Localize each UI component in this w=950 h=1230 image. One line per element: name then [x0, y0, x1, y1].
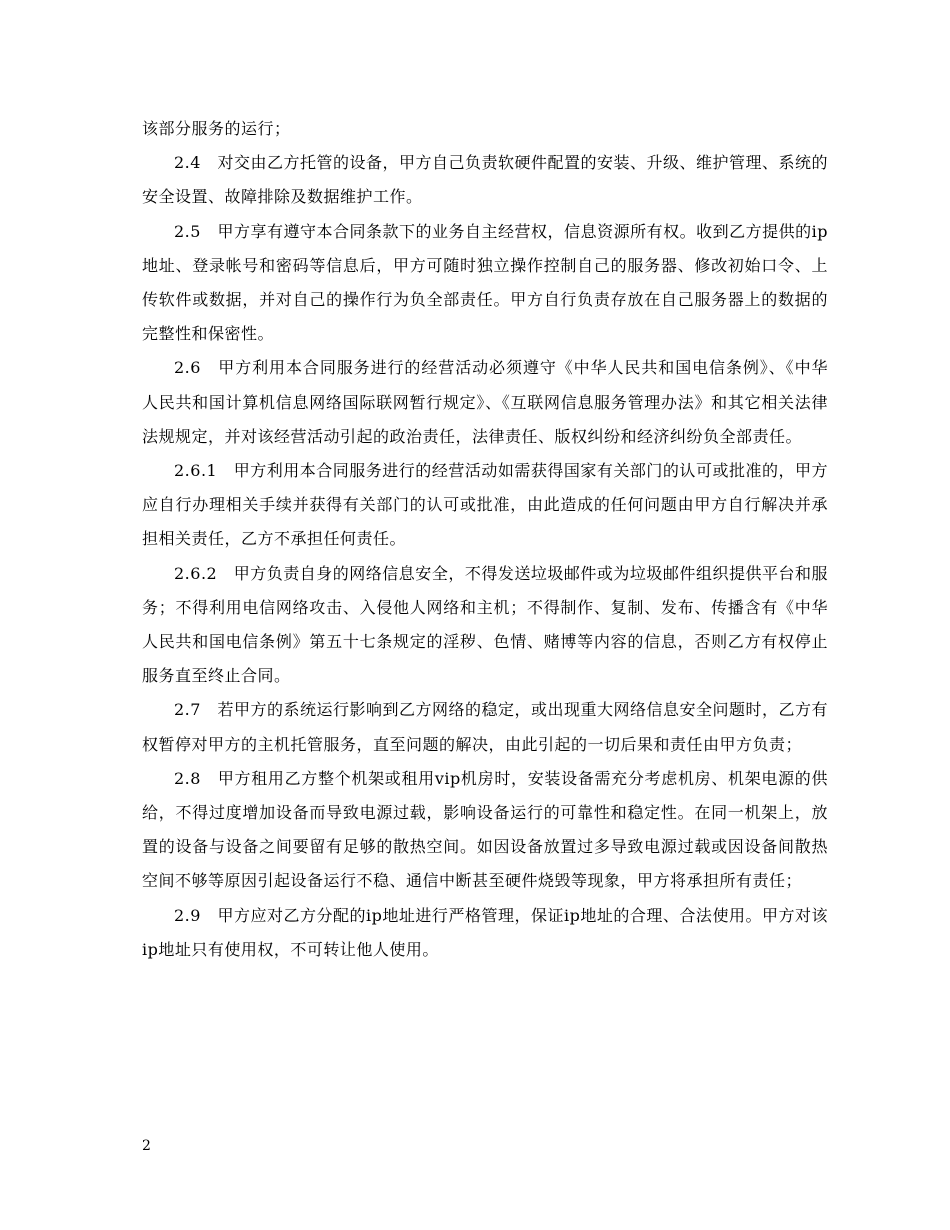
paragraph: 2.7 若甲方的系统运行影响到乙方网络的稳定，或出现重大网络信息安全问题时，乙方有权暂停对甲方的主机托管服务，直至问题的解决，由此引起的一切后果和责任由甲方负责；	[142, 700, 828, 754]
paragraph: 2.6.1 甲方利用本合同服务进行的经营活动如需获得国家有关部门的认可或批准的，甲方应自行办理相关手续并获得有关部门的认可或批准，由此造成的任何问题由甲方自行解决并承担相关责任，乙方不承担任何责任。	[142, 461, 828, 549]
paragraph: 2.9 甲方应对乙方分配的ip地址进行严格管理，保证ip地址的合理、合法使用。甲方对该ip地址只有使用权，不可转让他人使用。	[142, 905, 828, 959]
paragraph: 2.5 甲方享有遵守本合同条款下的业务自主经营权，信息资源所有权。收到乙方提供的ip地址、登录帐号和密码等信息后，甲方可随时独立操作控制自己的服务器、修改初始口令、上传软件或数据，并对自己的操作行为负全部责任。甲方自行负责存放在自己服务器上的数据的完整性和保密性。	[142, 221, 828, 344]
document-body	[142, 112, 828, 967]
paragraph: 2.8 甲方租用乙方整个机架或租用vip机房时，安装设备需充分考虑机房、机架电源的供给，不得过度增加设备而导致电源过载，影响设备运行的可靠性和稳定性。在同一机架上，放置的设备与设备之间要留有足够的散热空间。如因设备放置过多导致电源过载或因设备间散热空间不够等原因引起设备运行不稳、通信中断甚至硬件烧毁等现象，甲方将承担所有责任；	[142, 768, 828, 891]
paragraph: 2.6.2 甲方负责自身的网络信息安全，不得发送垃圾邮件或为垃圾邮件组织提供平台和服务；不得利用电信网络攻击、入侵他人网络和主机；不得制作、复制、发布、传播含有《中华人民共和国电信条例》第五十七条规定的淫秽、色情、赌博等内容的信息，否则乙方有权停止服务直至终止合同。	[142, 563, 828, 686]
paragraph: 2.6 甲方利用本合同服务进行的经营活动必须遵守《中华人民共和国电信条例》、《中华人民共和国计算机信息网络国际联网暂行规定》、《互联网信息服务管理办法》和其它相关法律法规规定，并对该经营活动引起的政治责任，法律责任、版权纠纷和经济纠纷负全部责任。	[142, 358, 828, 446]
page-number: 2	[142, 1138, 151, 1154]
paragraph: 2.4 对交由乙方托管的设备，甲方自己负责软硬件配置的安装、升级、维护管理、系统的安全设置、故障排除及数据维护工作。	[142, 153, 828, 207]
paragraph: 该部分服务的运行；	[142, 119, 291, 138]
